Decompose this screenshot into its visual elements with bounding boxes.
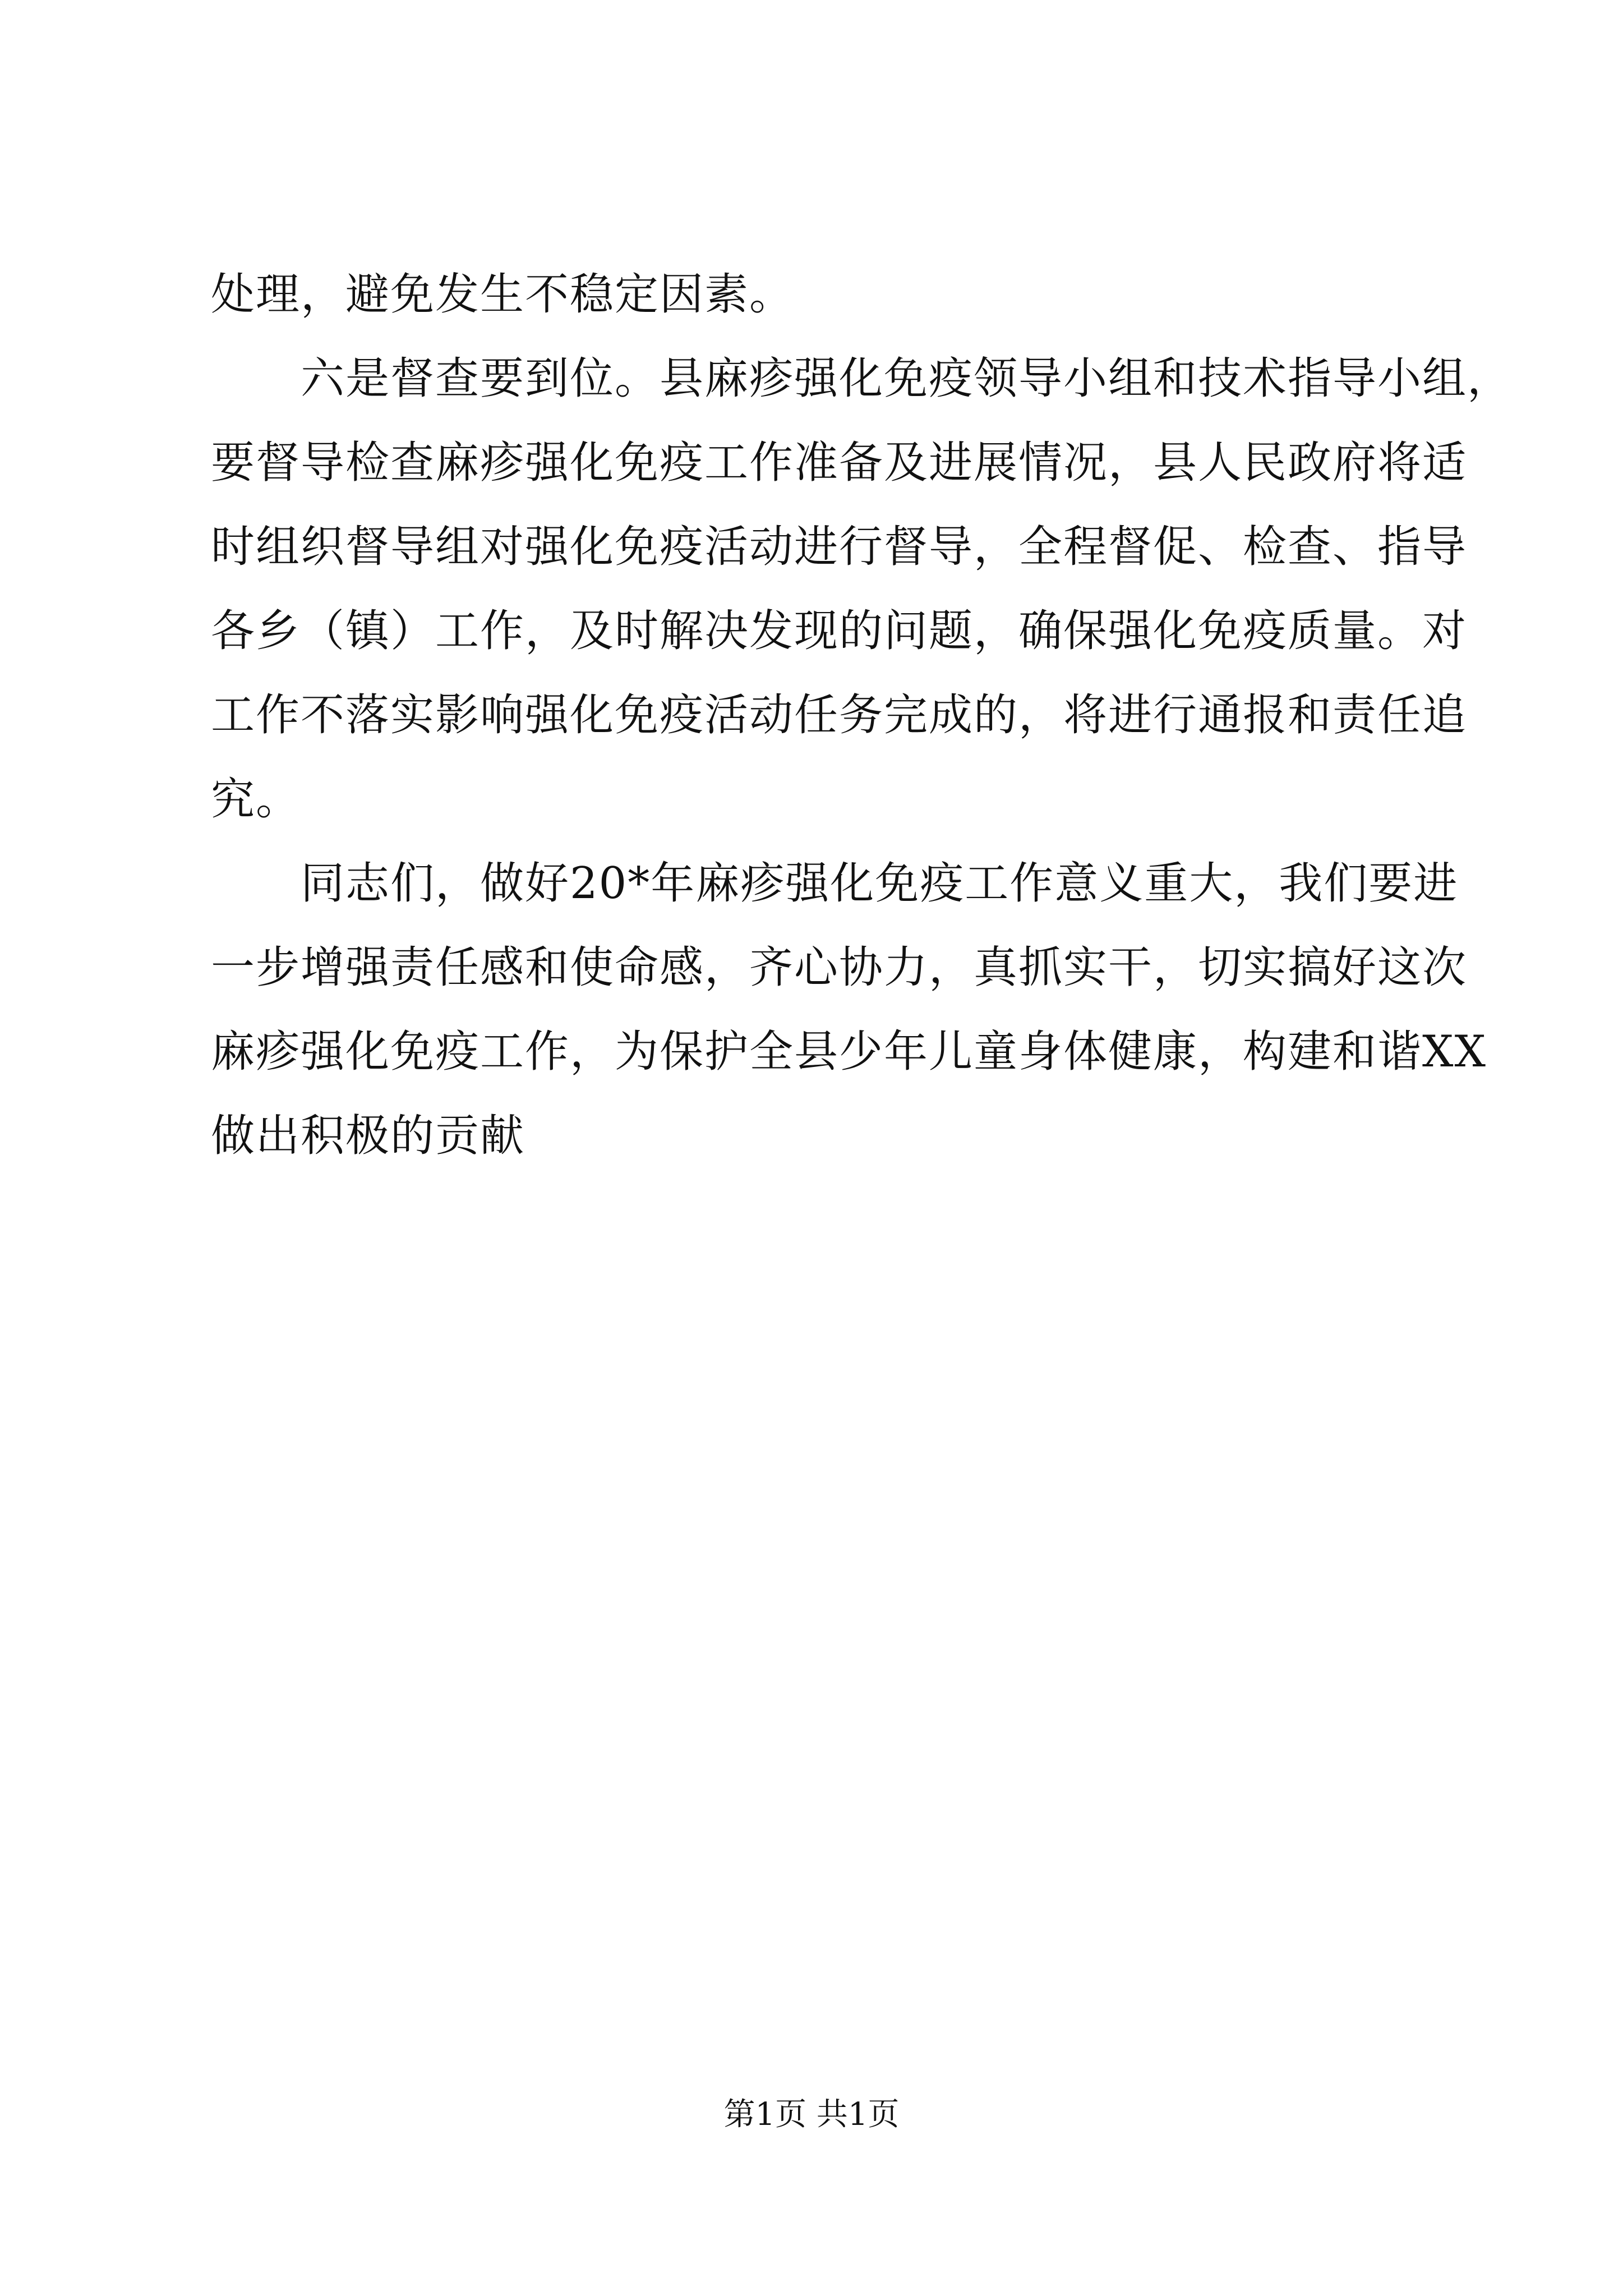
text-line: 做出积极的贡献 <box>211 1111 525 1161</box>
text-line: 处理，避免发生不稳定因素。 <box>211 269 795 320</box>
text-line: 时组织督导组对强化免疫活动进行督导，全程督促、检查、指导 <box>211 522 1468 572</box>
text-line: 各乡（镇）工作，及时解决发现的问题，确保强化免疫质量。对 <box>211 606 1468 656</box>
text-line: 工作不落实影响强化免疫活动任务完成的，将进行通报和责任追 <box>211 690 1468 740</box>
text-line: 要督导检查麻疹强化免疫工作准备及进展情况，县人民政府将适 <box>211 438 1468 488</box>
document-body <box>211 252 1513 1178</box>
page-number-footer: 第1页 共1页 <box>723 2096 900 2133</box>
text-line: 同志们，做好20*年麻疹强化免疫工作意义重大，我们要进 <box>211 858 1459 909</box>
text-line: 六是督查要到位。县麻疹强化免疫领导小组和技术指导小组， <box>211 353 1513 404</box>
text-line: 麻疹强化免疫工作，为保护全县少年儿童身体健康，构建和谐XX <box>211 1027 1487 1077</box>
text-line: 究。 <box>211 774 301 825</box>
text-line: 一步增强责任感和使命感，齐心协力，真抓实干，切实搞好这次 <box>211 942 1468 993</box>
